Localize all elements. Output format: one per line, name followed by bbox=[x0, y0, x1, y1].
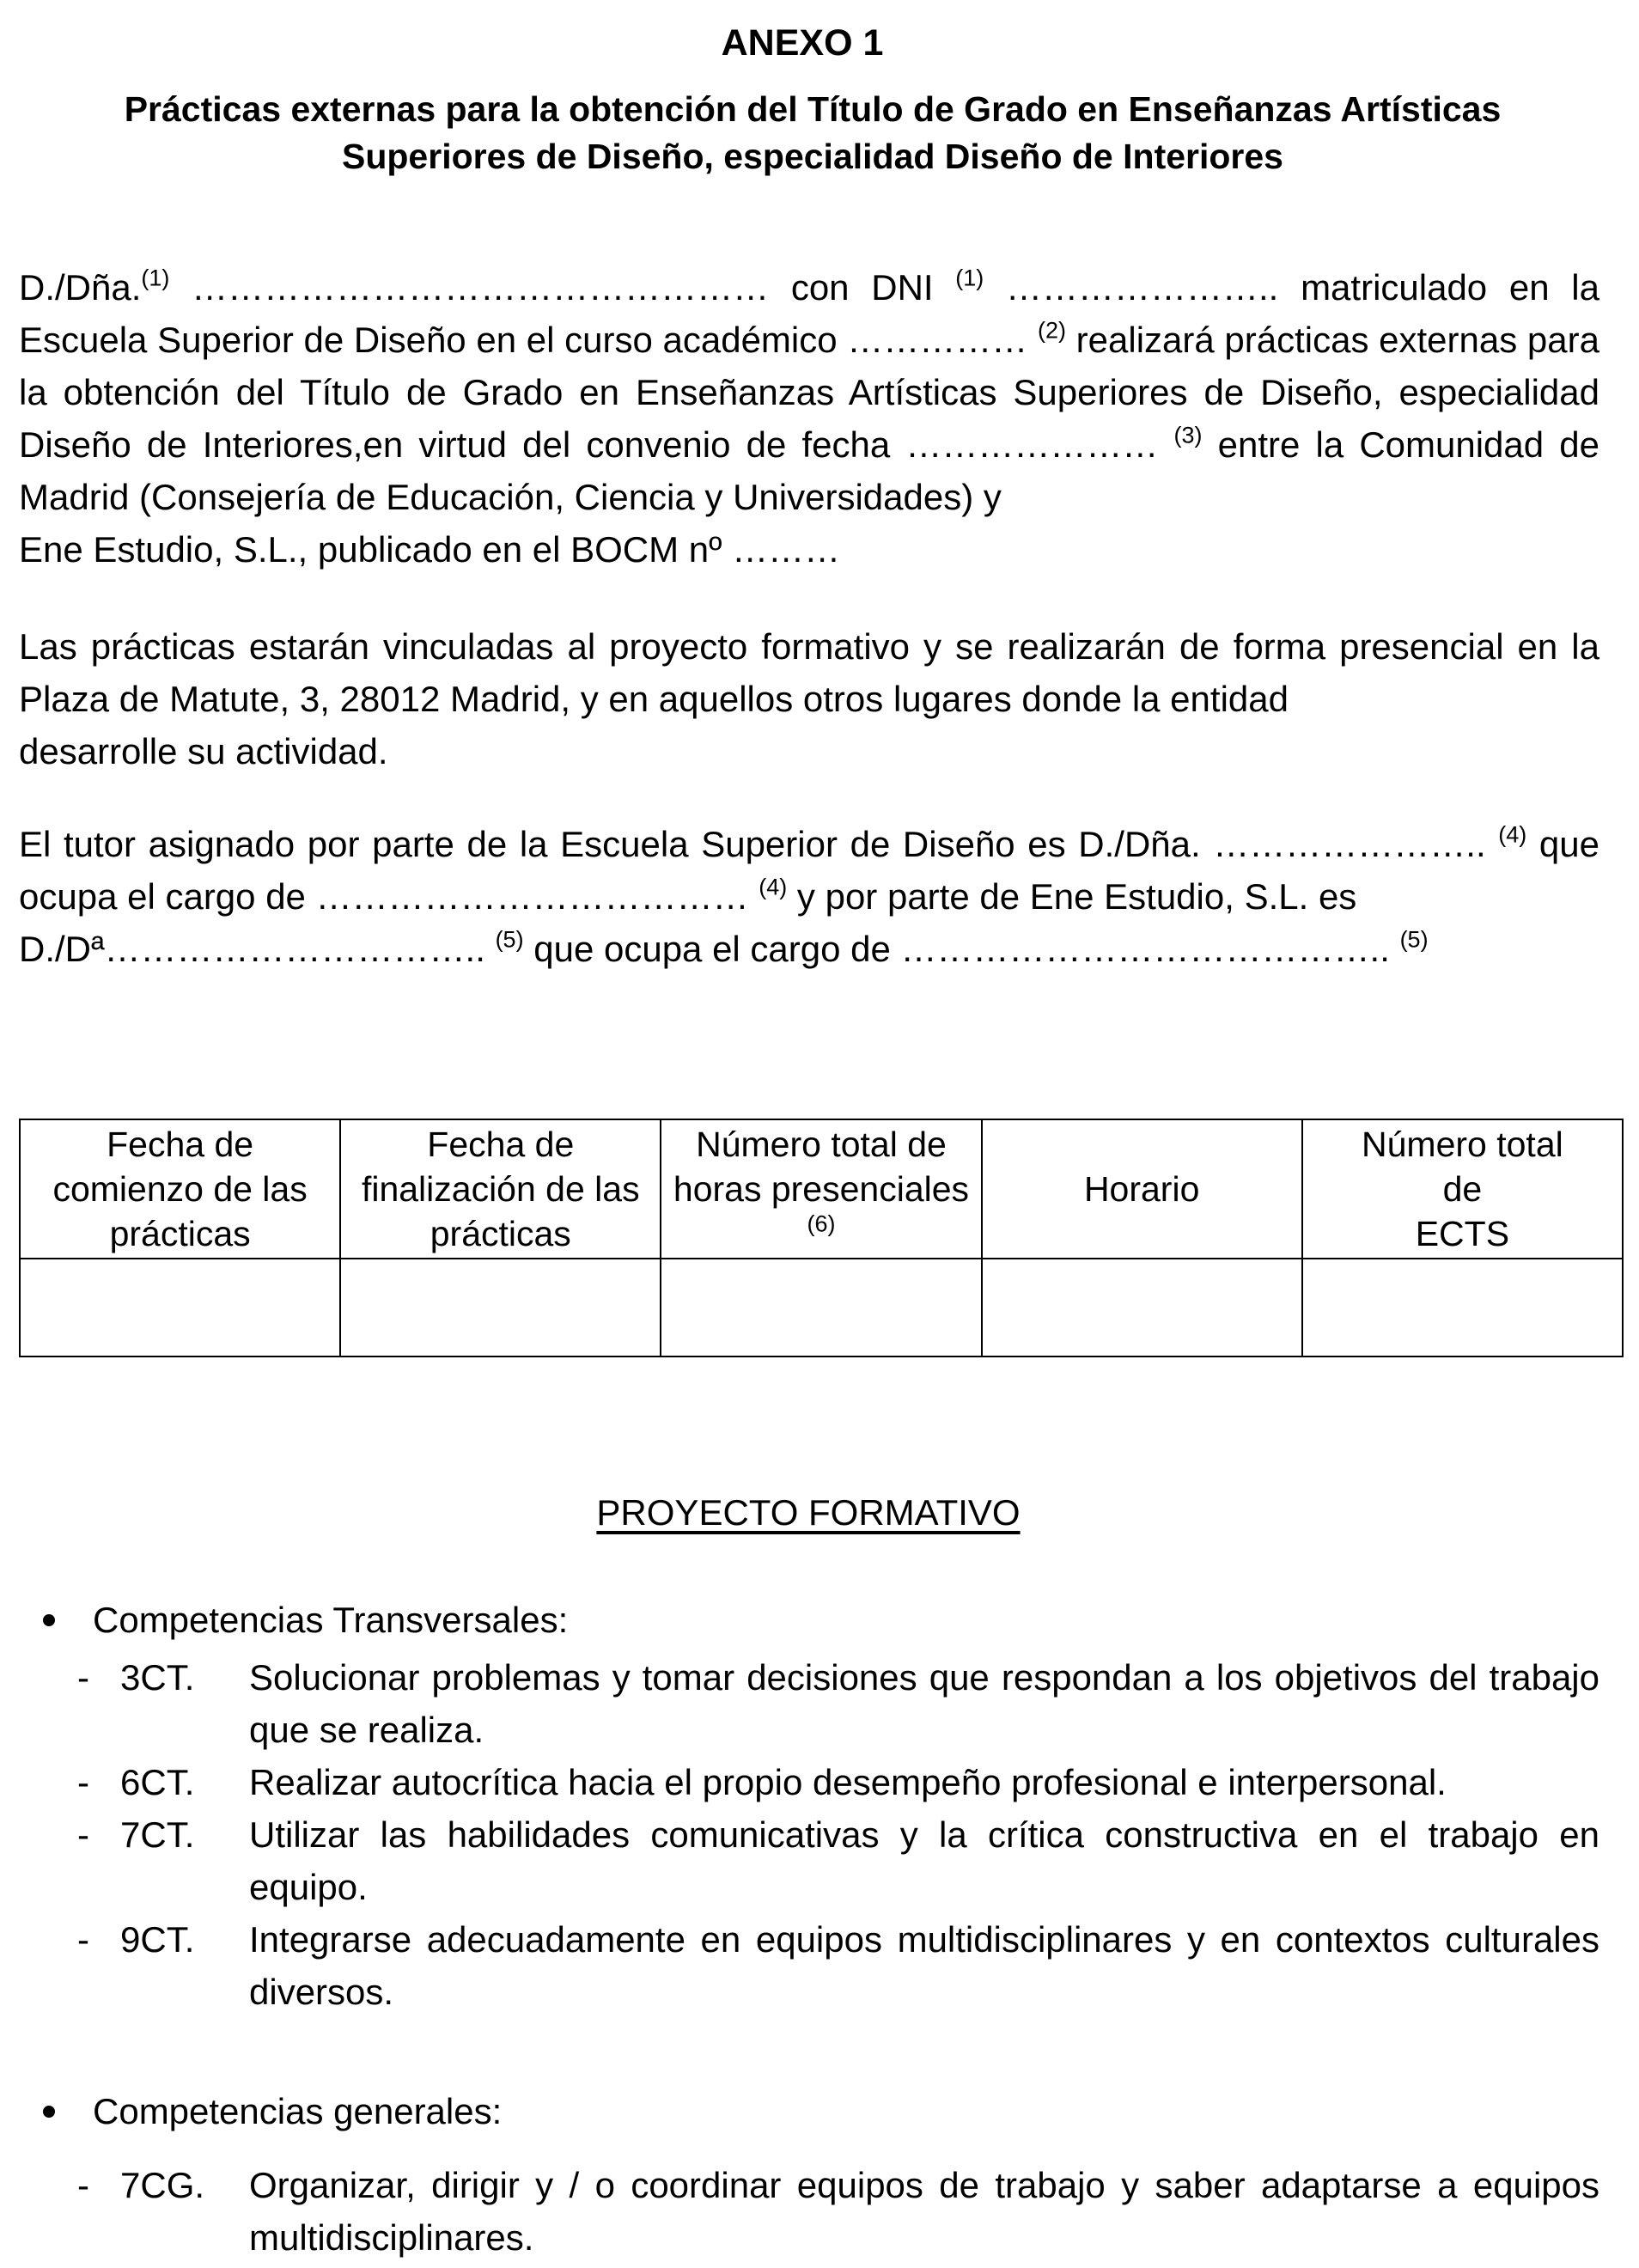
header-total-ects bbox=[1302, 1119, 1623, 1259]
document-title: ANEXO 1 bbox=[721, 22, 884, 64]
footnote-ref-5: (5) bbox=[495, 926, 524, 953]
bullet-dot-icon bbox=[43, 2106, 55, 2118]
tutor-text-d: D./Dª………………………….. bbox=[19, 929, 496, 969]
competency-code: 3CT. bbox=[120, 1657, 195, 1698]
internship-details-table bbox=[19, 1119, 1624, 1357]
generales-heading: Competencias generales: bbox=[93, 2091, 503, 2131]
header-ects-line-2: de bbox=[1442, 1169, 1483, 1209]
header-start-date: Fecha de comienzo de las prácticas bbox=[20, 1119, 340, 1259]
header-ects-line-1: Número total bbox=[1362, 1125, 1563, 1164]
cell-schedule[interactable] bbox=[982, 1259, 1302, 1357]
cell-start-date[interactable] bbox=[20, 1259, 340, 1357]
bullet-transversal bbox=[43, 1596, 1417, 1644]
cell-total-hours[interactable] bbox=[661, 1259, 981, 1357]
student-text-d: realizará prácticas externas para la obtención del Título de Grado en Enseñanzas Artísticas Superiores de Diseño, especialidad Diseño de Interiores,en virtud del convenio de fecha ………………… bbox=[19, 320, 1599, 465]
section-heading-training-project: PROYECTO FORMATIVO bbox=[596, 1492, 1021, 1533]
header-total-hours-label: Número total de horas presenciales bbox=[673, 1125, 970, 1209]
list-item bbox=[77, 2159, 1599, 2264]
paragraph-student-declaration bbox=[19, 261, 1599, 576]
list-dash: - bbox=[77, 2165, 89, 2205]
bullet-dot-icon bbox=[43, 1614, 55, 1626]
footnote-ref-6: (6) bbox=[807, 1210, 836, 1237]
header-schedule: Horario bbox=[982, 1119, 1302, 1259]
list-item bbox=[77, 1808, 1599, 1913]
footnote-ref-1b: (1) bbox=[955, 265, 984, 291]
tutor-text-c: y por parte de Ene Estudio, S.L. es bbox=[787, 876, 1357, 917]
header-ects-line-3: ECTS bbox=[1415, 1214, 1510, 1253]
competency-text: Integrarse adecuadamente en equipos multidisciplinares y en contextos culturales diversos. bbox=[249, 1919, 1599, 2012]
footnote-ref-5b: (5) bbox=[1399, 926, 1429, 953]
document-subtitle bbox=[22, 86, 1603, 180]
competency-text: Organizar, dirigir y / o coordinar equipos de trabajo y saber adaptarse a equipos multidisciplinares. bbox=[249, 2165, 1599, 2258]
header-end-date: Fecha de finalización de las prácticas bbox=[340, 1119, 661, 1259]
footnote-ref-1: (1) bbox=[141, 265, 170, 291]
competency-text: Utilizar las habilidades comunicativas y la crítica constructiva en el trabajo en equipo. bbox=[249, 1814, 1599, 1907]
paragraph-tutors bbox=[19, 818, 1599, 975]
table-row bbox=[20, 1259, 1623, 1357]
subtitle-line-1: Prácticas externas para la obtención del Título de Grado en Enseñanzas Artísticas bbox=[124, 89, 1502, 129]
tutor-text-e: que ocupa el cargo de ………………………………….. bbox=[523, 929, 1400, 969]
footnote-ref-2: (2) bbox=[1037, 317, 1066, 344]
location-text: Las prácticas estarán vinculadas al proyecto formativo y se realizarán de forma presencial en la Plaza de Matute, 3, 28012 Madrid, y en aquellos otros lugares donde la entidad bbox=[19, 626, 1599, 719]
footnote-ref-4: (4) bbox=[1498, 821, 1527, 848]
subtitle-line-2: Superiores de Diseño, especialidad Diseño de Interiores bbox=[342, 137, 1283, 176]
list-item bbox=[77, 1913, 1599, 2018]
footnote-ref-3: (3) bbox=[1173, 422, 1203, 448]
paragraph-location bbox=[19, 620, 1599, 777]
general-competencies-list bbox=[77, 2159, 1599, 2264]
list-dash: - bbox=[77, 1762, 89, 1802]
student-label: D./Dña. bbox=[19, 267, 142, 308]
competency-code: 7CG. bbox=[120, 2165, 205, 2205]
list-dash: - bbox=[77, 1814, 89, 1855]
bullet-generales bbox=[43, 2088, 1417, 2136]
header-total-hours bbox=[661, 1119, 981, 1259]
competency-code: 7CT. bbox=[120, 1814, 195, 1855]
student-text-last: Ene Estudio, S.L., publicado en el BOCM nº ……… bbox=[19, 529, 841, 570]
competency-code: 9CT. bbox=[120, 1919, 195, 1960]
location-text-last: desarrolle su actividad. bbox=[19, 731, 388, 771]
student-text-c: ………………….. matriculado en la Escuela Superior de Diseño en el curso académico …………… bbox=[19, 267, 1599, 360]
transversal-heading: Competencias Transversales: bbox=[93, 1600, 569, 1640]
competency-text: Solucionar problemas y tomar decisiones que respondan a los objetivos del trabajo que se realiza. bbox=[249, 1657, 1599, 1750]
student-text-b: ………………………………………… con DNI bbox=[169, 267, 956, 308]
tutor-text-b: que ocupa el cargo de ……………………………… bbox=[19, 824, 1600, 917]
cell-total-ects[interactable] bbox=[1302, 1259, 1623, 1357]
footnote-ref-4b: (4) bbox=[759, 874, 788, 900]
transversal-competencies-list bbox=[77, 1651, 1599, 2018]
list-dash: - bbox=[77, 1657, 89, 1698]
tutor-text-a: El tutor asignado por parte de la Escuela Superior de Diseño es D./Dña. ………………….. bbox=[19, 824, 1499, 864]
table-header-row bbox=[20, 1119, 1623, 1259]
competency-text: Realizar autocrítica hacia el propio desempeño profesional e interpersonal. bbox=[249, 1762, 1447, 1802]
tutor-last-line bbox=[19, 923, 1599, 975]
list-item bbox=[77, 1651, 1599, 1756]
list-item bbox=[77, 1756, 1599, 1808]
competency-code: 6CT. bbox=[120, 1762, 195, 1802]
list-dash: - bbox=[77, 1919, 89, 1960]
student-text-e: entre la Comunidad de Madrid (Consejería de Educación, Ciencia y Universidades) y bbox=[19, 424, 1599, 517]
cell-end-date[interactable] bbox=[340, 1259, 661, 1357]
